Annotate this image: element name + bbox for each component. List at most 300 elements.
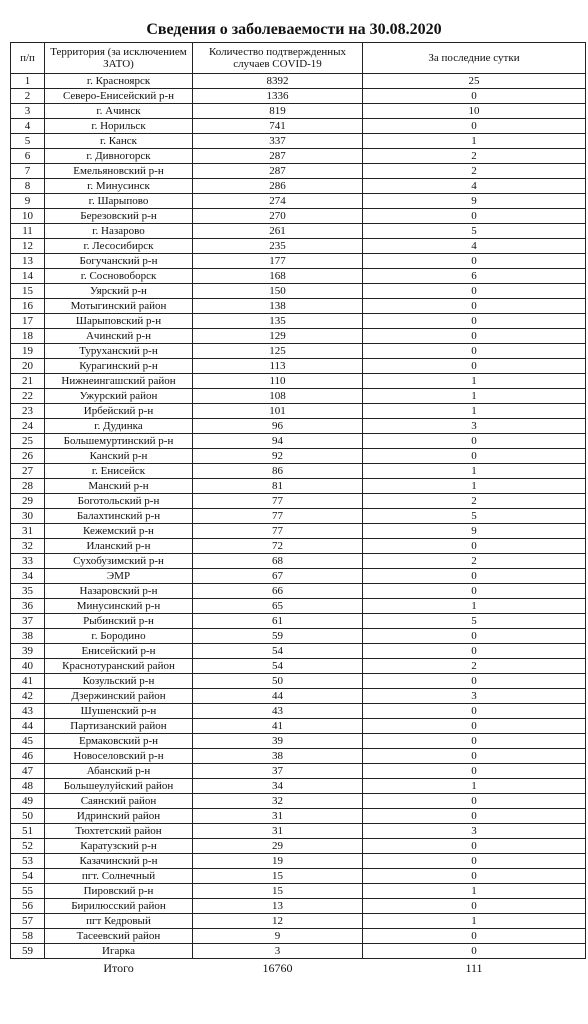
cell-last-day: 1 (363, 599, 586, 614)
cell-num: 40 (11, 659, 45, 674)
cell-territory: г. Шарыпово (45, 194, 193, 209)
cell-territory: Пировский р-н (45, 884, 193, 899)
cell-territory: Балахтинский р-н (45, 509, 193, 524)
table-row (11, 254, 586, 269)
cell-territory: Идринский район (45, 809, 193, 824)
cell-confirmed: 81 (193, 479, 363, 494)
cell-num: 57 (11, 914, 45, 929)
cell-num: 29 (11, 494, 45, 509)
table-row (11, 194, 586, 209)
table-row (11, 629, 586, 644)
cell-territory: г. Дивногорск (45, 149, 193, 164)
cell-num: 26 (11, 449, 45, 464)
cell-last-day: 9 (363, 194, 586, 209)
cell-territory: г. Норильск (45, 119, 193, 134)
cell-last-day: 1 (363, 914, 586, 929)
cell-num: 35 (11, 584, 45, 599)
cell-territory: Ирбейский р-н (45, 404, 193, 419)
cell-num: 36 (11, 599, 45, 614)
cell-last-day: 0 (363, 434, 586, 449)
cell-last-day: 4 (363, 239, 586, 254)
cell-territory: Нижнеингашский район (45, 374, 193, 389)
cell-confirmed: 274 (193, 194, 363, 209)
table-row (11, 89, 586, 104)
cell-confirmed: 44 (193, 689, 363, 704)
cell-last-day: 3 (363, 419, 586, 434)
cell-territory: Каратузский р-н (45, 839, 193, 854)
table-row (11, 539, 586, 554)
cell-num: 42 (11, 689, 45, 704)
cell-num: 33 (11, 554, 45, 569)
cell-num: 5 (11, 134, 45, 149)
cell-num: 22 (11, 389, 45, 404)
cell-num: 37 (11, 614, 45, 629)
cell-last-day: 9 (363, 524, 586, 539)
cell-confirmed: 177 (193, 254, 363, 269)
table-row (11, 494, 586, 509)
cell-num: 14 (11, 269, 45, 284)
cell-num: 41 (11, 674, 45, 689)
cell-confirmed: 96 (193, 419, 363, 434)
cell-confirmed: 101 (193, 404, 363, 419)
cell-confirmed: 138 (193, 299, 363, 314)
cell-confirmed: 41 (193, 719, 363, 734)
cell-last-day: 0 (363, 344, 586, 359)
cell-confirmed: 66 (193, 584, 363, 599)
cell-num: 59 (11, 944, 45, 959)
cell-num: 11 (11, 224, 45, 239)
totals-confirmed: 16760 (262, 961, 293, 975)
cell-last-day: 0 (363, 119, 586, 134)
cell-num: 46 (11, 749, 45, 764)
cell-last-day: 0 (363, 449, 586, 464)
table-row (11, 434, 586, 449)
cell-last-day: 0 (363, 359, 586, 374)
cell-last-day: 0 (363, 539, 586, 554)
morbidity-table (10, 42, 586, 977)
cell-territory: Тюхтетский район (45, 824, 193, 839)
cell-last-day: 0 (363, 584, 586, 599)
cell-confirmed: 125 (193, 344, 363, 359)
table-row (11, 749, 586, 764)
table-row (11, 119, 586, 134)
table-row (11, 614, 586, 629)
cell-territory: Тасеевский район (45, 929, 193, 944)
table-row (11, 449, 586, 464)
cell-num: 9 (11, 194, 45, 209)
cell-last-day: 0 (363, 854, 586, 869)
cell-last-day: 0 (363, 809, 586, 824)
cell-num: 48 (11, 779, 45, 794)
cell-territory: г. Енисейск (45, 464, 193, 479)
cell-last-day: 2 (363, 554, 586, 569)
cell-confirmed: 270 (193, 209, 363, 224)
cell-territory: Иланский р-н (45, 539, 193, 554)
cell-territory: Ужурский район (45, 389, 193, 404)
cell-num: 43 (11, 704, 45, 719)
cell-num: 54 (11, 869, 45, 884)
cell-territory: Кежемский р-н (45, 524, 193, 539)
totals-last-day: 111 (465, 961, 483, 975)
cell-num: 38 (11, 629, 45, 644)
cell-territory: Ермаковский р-н (45, 734, 193, 749)
cell-confirmed: 9 (193, 929, 363, 944)
cell-territory: Ачинский р-н (45, 329, 193, 344)
cell-num: 49 (11, 794, 45, 809)
table-row (11, 224, 586, 239)
cell-confirmed: 235 (193, 239, 363, 254)
table-row (11, 419, 586, 434)
cell-num: 24 (11, 419, 45, 434)
cell-num: 56 (11, 899, 45, 914)
cell-confirmed: 72 (193, 539, 363, 554)
table-row (11, 689, 586, 704)
cell-territory: г. Лесосибирск (45, 239, 193, 254)
cell-num: 17 (11, 314, 45, 329)
table-row (11, 824, 586, 839)
table-row (11, 704, 586, 719)
cell-last-day: 0 (363, 764, 586, 779)
cell-confirmed: 77 (193, 494, 363, 509)
table-row (11, 854, 586, 869)
table-row (11, 569, 586, 584)
cell-last-day: 1 (363, 374, 586, 389)
cell-territory: Северо-Енисейский р-н (45, 89, 193, 104)
cell-territory: г. Красноярск (45, 74, 193, 89)
cell-confirmed: 54 (193, 644, 363, 659)
cell-confirmed: 1336 (193, 89, 363, 104)
cell-last-day: 0 (363, 929, 586, 944)
cell-confirmed: 337 (193, 134, 363, 149)
cell-last-day: 0 (363, 794, 586, 809)
cell-confirmed: 110 (193, 374, 363, 389)
cell-territory: Большемуртинский р-н (45, 434, 193, 449)
table-row (11, 209, 586, 224)
cell-territory: Козульский р-н (45, 674, 193, 689)
cell-num: 4 (11, 119, 45, 134)
cell-num: 12 (11, 239, 45, 254)
cell-num: 16 (11, 299, 45, 314)
table-row (11, 659, 586, 674)
table-row (11, 884, 586, 899)
table-row (11, 719, 586, 734)
table-row (11, 269, 586, 284)
cell-territory: Березовский р-н (45, 209, 193, 224)
table-row (11, 134, 586, 149)
cell-num: 50 (11, 809, 45, 824)
cell-confirmed: 150 (193, 284, 363, 299)
table-row (11, 584, 586, 599)
cell-confirmed: 77 (193, 524, 363, 539)
table-row (11, 944, 586, 959)
cell-last-day: 1 (363, 884, 586, 899)
cell-confirmed: 741 (193, 119, 363, 134)
cell-confirmed: 286 (193, 179, 363, 194)
cell-territory: Енисейский р-н (45, 644, 193, 659)
cell-territory: Дзержинский район (45, 689, 193, 704)
table-body (11, 74, 586, 959)
cell-confirmed: 67 (193, 569, 363, 584)
cell-last-day: 0 (363, 254, 586, 269)
cell-last-day: 0 (363, 89, 586, 104)
header-territory: Территория (за исключением ЗАТО) (45, 43, 193, 74)
cell-num: 51 (11, 824, 45, 839)
cell-confirmed: 31 (193, 809, 363, 824)
table-row (11, 764, 586, 779)
cell-confirmed: 65 (193, 599, 363, 614)
table-row (11, 239, 586, 254)
table-row (11, 464, 586, 479)
cell-num: 30 (11, 509, 45, 524)
header-last-day: За последние сутки (363, 43, 586, 74)
table-row (11, 344, 586, 359)
cell-territory: г. Назарово (45, 224, 193, 239)
totals-spacer (11, 959, 45, 978)
cell-territory: Казачинский р-н (45, 854, 193, 869)
cell-last-day: 0 (363, 869, 586, 884)
cell-confirmed: 108 (193, 389, 363, 404)
cell-confirmed: 19 (193, 854, 363, 869)
cell-confirmed: 37 (193, 764, 363, 779)
cell-num: 28 (11, 479, 45, 494)
cell-territory: Мотыгинский район (45, 299, 193, 314)
cell-num: 31 (11, 524, 45, 539)
cell-num: 32 (11, 539, 45, 554)
cell-territory: Шарыповский р-н (45, 314, 193, 329)
cell-last-day: 0 (363, 569, 586, 584)
table-row (11, 914, 586, 929)
cell-territory: Минусинский р-н (45, 599, 193, 614)
cell-confirmed: 287 (193, 164, 363, 179)
cell-confirmed: 94 (193, 434, 363, 449)
cell-num: 6 (11, 149, 45, 164)
cell-territory: Емельяновский р-н (45, 164, 193, 179)
cell-last-day: 2 (363, 149, 586, 164)
cell-last-day: 0 (363, 329, 586, 344)
table-row (11, 809, 586, 824)
cell-confirmed: 15 (193, 869, 363, 884)
table-row (11, 314, 586, 329)
cell-territory: Уярский р-н (45, 284, 193, 299)
cell-last-day: 5 (363, 509, 586, 524)
cell-last-day: 0 (363, 944, 586, 959)
cell-last-day: 0 (363, 629, 586, 644)
cell-territory: Рыбинский р-н (45, 614, 193, 629)
cell-last-day: 0 (363, 734, 586, 749)
cell-last-day: 0 (363, 299, 586, 314)
table-row (11, 839, 586, 854)
cell-territory: Курагинский р-н (45, 359, 193, 374)
cell-territory: Боготольский р-н (45, 494, 193, 509)
cell-last-day: 3 (363, 689, 586, 704)
cell-confirmed: 38 (193, 749, 363, 764)
cell-territory: г. Канск (45, 134, 193, 149)
table-row (11, 779, 586, 794)
cell-num: 8 (11, 179, 45, 194)
table-row (11, 899, 586, 914)
cell-territory: Назаровский р-н (45, 584, 193, 599)
cell-confirmed: 29 (193, 839, 363, 854)
cell-last-day: 5 (363, 224, 586, 239)
table-row (11, 929, 586, 944)
cell-num: 34 (11, 569, 45, 584)
table-row (11, 524, 586, 539)
table-row (11, 329, 586, 344)
cell-territory: Новоселовский р-н (45, 749, 193, 764)
cell-confirmed: 68 (193, 554, 363, 569)
cell-territory: Абанский р-н (45, 764, 193, 779)
cell-num: 18 (11, 329, 45, 344)
cell-confirmed: 39 (193, 734, 363, 749)
cell-last-day: 2 (363, 164, 586, 179)
cell-confirmed: 261 (193, 224, 363, 239)
cell-confirmed: 287 (193, 149, 363, 164)
cell-last-day: 0 (363, 314, 586, 329)
table-row (11, 479, 586, 494)
table-row (11, 644, 586, 659)
cell-last-day: 1 (363, 404, 586, 419)
cell-num: 27 (11, 464, 45, 479)
cell-territory: Шушенский р-н (45, 704, 193, 719)
cell-confirmed: 3 (193, 944, 363, 959)
cell-last-day: 1 (363, 779, 586, 794)
cell-territory: г. Сосновоборск (45, 269, 193, 284)
cell-territory: ЭМР (45, 569, 193, 584)
cell-num: 10 (11, 209, 45, 224)
cell-last-day: 0 (363, 209, 586, 224)
table-row (11, 149, 586, 164)
header-num: п/п (11, 43, 45, 74)
cell-confirmed: 13 (193, 899, 363, 914)
cell-territory: Большеулуйский район (45, 779, 193, 794)
cell-last-day: 25 (363, 74, 586, 89)
cell-territory: г. Ачинск (45, 104, 193, 119)
totals-row (11, 959, 586, 978)
table-row (11, 389, 586, 404)
cell-last-day: 0 (363, 839, 586, 854)
table-row (11, 404, 586, 419)
cell-territory: Канский р-н (45, 449, 193, 464)
cell-num: 21 (11, 374, 45, 389)
table-row (11, 554, 586, 569)
cell-last-day: 3 (363, 824, 586, 839)
cell-last-day: 1 (363, 389, 586, 404)
cell-last-day: 5 (363, 614, 586, 629)
cell-confirmed: 129 (193, 329, 363, 344)
report-title: Сведения о заболеваемости на 30.08.2020 (146, 21, 442, 38)
cell-num: 23 (11, 404, 45, 419)
cell-num: 58 (11, 929, 45, 944)
table-row (11, 869, 586, 884)
cell-last-day: 0 (363, 284, 586, 299)
cell-confirmed: 77 (193, 509, 363, 524)
cell-confirmed: 8392 (193, 74, 363, 89)
cell-confirmed: 32 (193, 794, 363, 809)
table-row (11, 179, 586, 194)
cell-last-day: 2 (363, 659, 586, 674)
cell-num: 52 (11, 839, 45, 854)
cell-confirmed: 12 (193, 914, 363, 929)
cell-confirmed: 86 (193, 464, 363, 479)
cell-territory: Манский р-н (45, 479, 193, 494)
cell-territory: Партизанский район (45, 719, 193, 734)
table-row (11, 734, 586, 749)
cell-num: 2 (11, 89, 45, 104)
cell-confirmed: 168 (193, 269, 363, 284)
cell-num: 3 (11, 104, 45, 119)
table-row (11, 299, 586, 314)
cell-confirmed: 135 (193, 314, 363, 329)
cell-confirmed: 34 (193, 779, 363, 794)
cell-territory: Игарка (45, 944, 193, 959)
cell-num: 47 (11, 764, 45, 779)
cell-territory: Туруханский р-н (45, 344, 193, 359)
table-row (11, 164, 586, 179)
cell-num: 1 (11, 74, 45, 89)
cell-last-day: 0 (363, 719, 586, 734)
cell-confirmed: 61 (193, 614, 363, 629)
cell-confirmed: 43 (193, 704, 363, 719)
cell-territory: Краснотуранский район (45, 659, 193, 674)
cell-territory: Богучанский р-н (45, 254, 193, 269)
cell-confirmed: 50 (193, 674, 363, 689)
table-row (11, 359, 586, 374)
cell-num: 53 (11, 854, 45, 869)
table-row (11, 599, 586, 614)
table-row (11, 104, 586, 119)
cell-territory: Сухобузимский р-н (45, 554, 193, 569)
table-row (11, 794, 586, 809)
cell-num: 55 (11, 884, 45, 899)
cell-last-day: 0 (363, 899, 586, 914)
cell-num: 19 (11, 344, 45, 359)
cell-num: 20 (11, 359, 45, 374)
cell-last-day: 1 (363, 479, 586, 494)
cell-num: 44 (11, 719, 45, 734)
cell-num: 39 (11, 644, 45, 659)
cell-confirmed: 59 (193, 629, 363, 644)
cell-last-day: 0 (363, 704, 586, 719)
cell-last-day: 2 (363, 494, 586, 509)
cell-confirmed: 31 (193, 824, 363, 839)
table-row (11, 74, 586, 89)
cell-last-day: 0 (363, 749, 586, 764)
table-row (11, 674, 586, 689)
cell-last-day: 1 (363, 464, 586, 479)
cell-territory: г. Бородино (45, 629, 193, 644)
cell-territory: пгт Кедровый (45, 914, 193, 929)
cell-last-day: 4 (363, 179, 586, 194)
cell-confirmed: 819 (193, 104, 363, 119)
cell-num: 13 (11, 254, 45, 269)
cell-territory: г. Минусинск (45, 179, 193, 194)
cell-territory: пгт. Солнечный (45, 869, 193, 884)
cell-last-day: 6 (363, 269, 586, 284)
cell-last-day: 0 (363, 644, 586, 659)
cell-confirmed: 113 (193, 359, 363, 374)
totals-label: Итого (103, 961, 134, 975)
cell-num: 25 (11, 434, 45, 449)
table-header-row (11, 43, 586, 74)
cell-territory: Саянский район (45, 794, 193, 809)
cell-num: 15 (11, 284, 45, 299)
cell-last-day: 1 (363, 134, 586, 149)
table-row (11, 284, 586, 299)
cell-confirmed: 92 (193, 449, 363, 464)
table-row (11, 374, 586, 389)
cell-num: 45 (11, 734, 45, 749)
cell-last-day: 0 (363, 674, 586, 689)
